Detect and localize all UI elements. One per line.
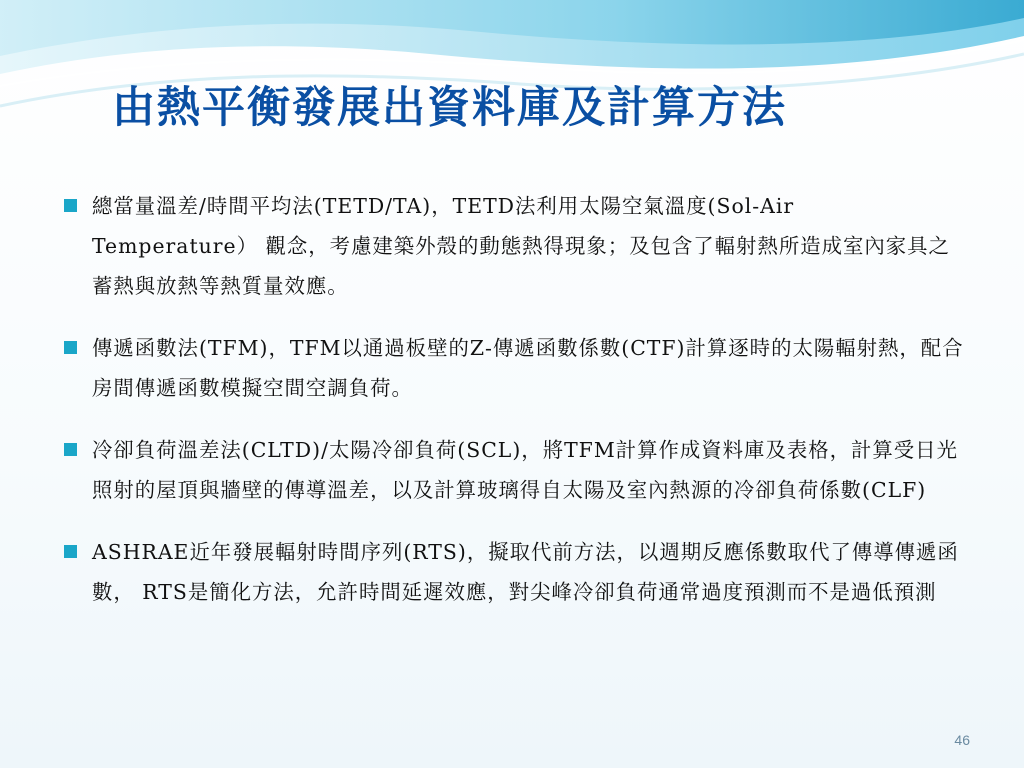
bullet-text: 傳遞函數法(TFM)，TFM以通過板壁的Z-傳遞函數係數(CTF)計算逐時的太陽輻射熱，配合房間傳遞函數模擬空間空調負荷。 [92, 336, 964, 400]
bullet-text: ASHRAE近年發展輻射時間序列(RTS)，擬取代前方法，以週期反應係數取代了傳導傳遞函數， RTS是簡化方法，允許時間延遲效應，對尖峰冷卻負荷通常過度預測而不是過低預測 [92, 540, 959, 604]
bullet-item-tetd [64, 186, 964, 306]
bullet-item-rts [64, 532, 964, 612]
bullet-text: 總當量溫差/時間平均法(TETD/TA)，TETD法利用太陽空氣溫度(Sol-Air Temperature） 觀念，考慮建築外殼的動態熱得現象；及包含了輻射熱所造成室內家具之蓄熱與放熱等熱質量效應。 [92, 194, 950, 298]
slide-title: 由熱平衡發展出資料庫及計算方法 [112, 83, 787, 133]
bullet-text: 冷卻負荷溫差法(CLTD)/太陽冷卻負荷(SCL)，將TFM計算作成資料庫及表格，計算受日光照射的屋頂與牆壁的傳導溫差，以及計算玻璃得自太陽及室內熱源的冷卻負荷係數(CLF) [92, 438, 958, 502]
square-bullet-icon [64, 341, 77, 354]
bullet-item-tfm [64, 328, 964, 408]
square-bullet-icon [64, 443, 77, 456]
bullet-item-cltd [64, 430, 964, 510]
slide-page-number: 46 [954, 732, 970, 748]
bullet-list [64, 186, 964, 634]
square-bullet-icon [64, 545, 77, 558]
square-bullet-icon [64, 199, 77, 212]
